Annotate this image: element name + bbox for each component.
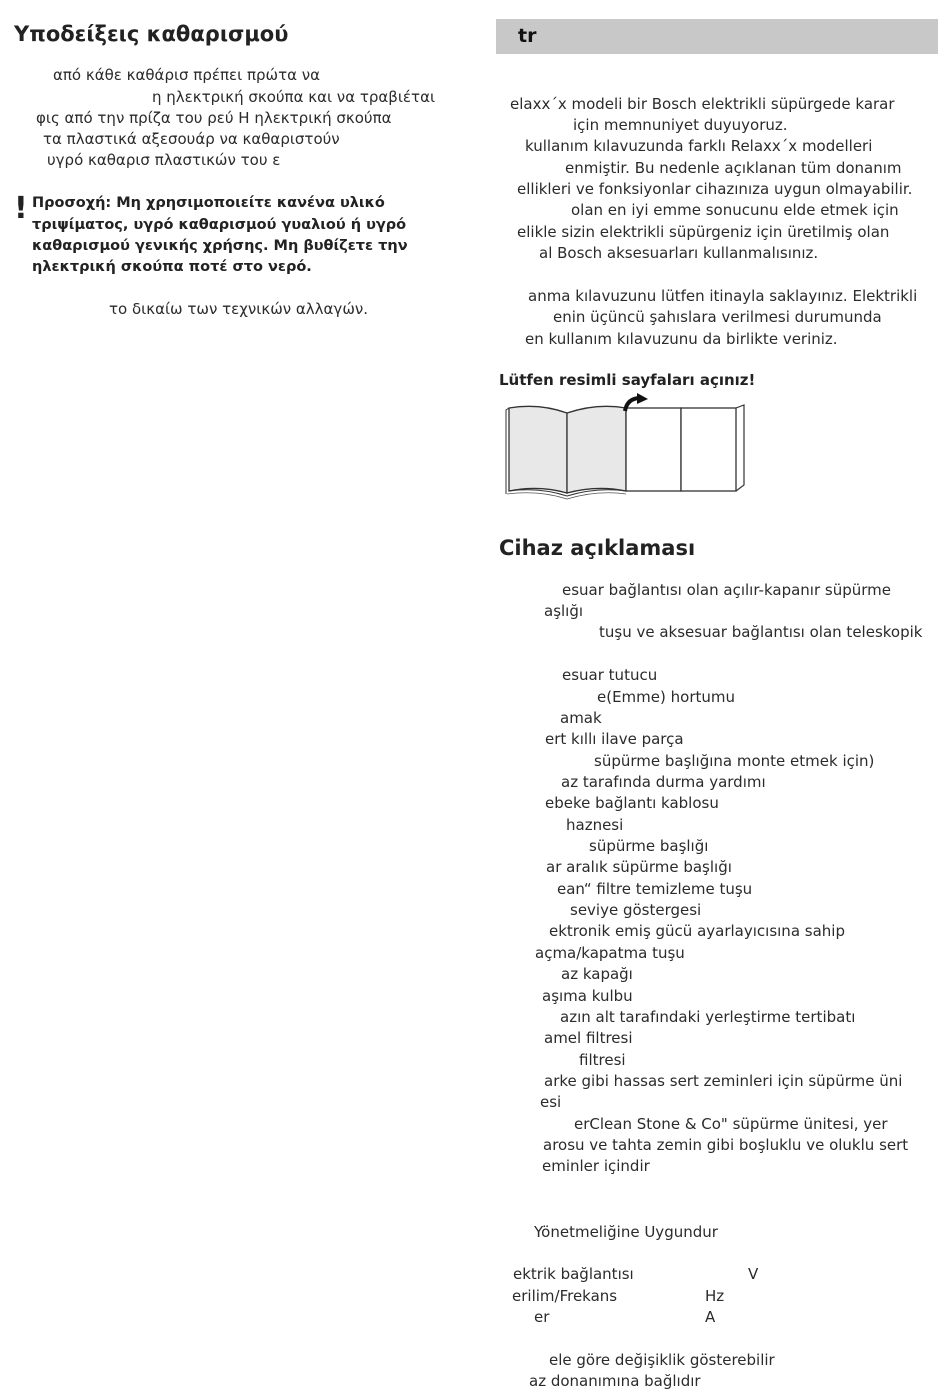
warning-text-line: Προσοχή: Μη χρησιμοποιείτε κανένα υλικό — [32, 195, 385, 211]
device-part-line: ebeke bağlantı kablosu — [545, 794, 719, 812]
device-part-line: arosu ve tahta zemin gibi boşluklu ve oluklu sert — [543, 1136, 909, 1154]
intro-text-line: elaxx´x modeli bir Bosch elektrikli süpürgede karar — [510, 95, 895, 113]
open-booklet-illustration — [499, 393, 754, 500]
device-part-line: erClean Stone & Co" süpürme ünitesi, yer — [574, 1115, 888, 1133]
intro-text-line: kullanım kılavuzunda farklı Relaxx´x modelleri — [525, 137, 873, 155]
device-part-line: süpürme başlığı — [589, 837, 709, 855]
technical-changes-note: το δικαίω των τεχνικών αλλαγών. — [109, 300, 369, 318]
warning-icon: ! — [14, 191, 28, 226]
device-part-line: seviye göstergesi — [570, 901, 702, 919]
cleaning-text-line: από κάθε καθάρισ πρέπει πρώτα να — [53, 66, 321, 84]
section-heading-device: Cihaz açıklaması — [499, 536, 696, 560]
keep-manual-line: en kullanım kılavuzunu da birlikte veriniz. — [525, 330, 838, 348]
foldout-page — [681, 408, 736, 491]
open-pages-instruction: Lütfen resimli sayfaları açınız! — [499, 371, 756, 389]
device-part-line: ektronik emiş gücü ayarlayıcısına sahip — [549, 922, 845, 940]
spec-unit: A — [705, 1308, 716, 1326]
device-part-line: tuşu ve aksesuar bağlantısı olan teleskopik — [599, 623, 923, 641]
device-part-line: e(Emme) hortumu — [597, 688, 735, 706]
intro-text-line: için memnuniyet duyuyoruz. — [573, 116, 788, 134]
device-part-line: esuar tutucu — [562, 666, 658, 684]
conformity-note: Yönetmeliğine Uygundur — [534, 1223, 718, 1241]
spec-label: ektrik bağlantısı — [513, 1265, 634, 1283]
keep-manual-line: enin üçüncü şahıslara verilmesi durumunda — [553, 308, 882, 326]
intro-text-line: olan en iyi emme sonucunu elde etmek için — [571, 201, 899, 219]
device-part-line: esi — [540, 1093, 562, 1111]
cleaning-text-line: υγρό καθαρισ πλαστικών του ε — [47, 151, 281, 169]
device-part-line: aşıma kulbu — [542, 987, 633, 1005]
spec-unit: V — [748, 1265, 759, 1283]
device-part-line: amel filtresi — [544, 1029, 633, 1047]
device-part-line: filtresi — [579, 1051, 626, 1069]
warning-text-line: καθαρισμού γενικής χρήσης. Μη βυθίζετε την — [32, 238, 408, 254]
device-part-line: açma/kapatma tuşu — [535, 944, 685, 962]
warning-text-line: ηλεκτρική σκούπα ποτέ στο νερό. — [32, 259, 312, 275]
spec-label: erilim/Frekans — [512, 1287, 618, 1305]
intro-text-line: al Bosch aksesuarları kullanmalısınız. — [539, 244, 819, 262]
device-part-line: esuar bağlantısı olan açılır-kapanır süpürme — [562, 581, 891, 599]
keep-manual-line: anma kılavuzunu lütfen itinayla saklayınız. Elektrikli — [528, 287, 918, 305]
foldout-page — [626, 408, 681, 491]
device-part-line: eminler içindir — [542, 1157, 650, 1175]
footer-note-line: az donanımına bağlıdır — [529, 1372, 701, 1390]
device-part-line: ert kıllı ilave parça — [545, 730, 684, 748]
device-part-line: arke gibi hassas sert zeminleri için süpürme üni — [544, 1072, 903, 1090]
intro-text-line: enmiştir. Bu nedenle açıklanan tüm donanım — [565, 159, 902, 177]
intro-text-line: ellikleri ve fonksiyonlar cihazınıza uygun olmayabilir. — [517, 180, 913, 198]
section-heading-cleaning: Υποδείξεις καθαρισμού — [14, 22, 289, 46]
device-part-line: amak — [560, 709, 602, 727]
intro-text-line: elikle sizin elektrikli süpürgeniz için üretilmiş olan — [517, 223, 890, 241]
language-code: tr — [518, 25, 537, 47]
device-part-line: ar aralık süpürme başlığı — [546, 858, 732, 876]
device-part-line: az tarafında durma yardımı — [561, 773, 766, 791]
cleaning-text-line: η ηλεκτρική σκούπα και να τραβιέται — [152, 88, 436, 106]
device-part-line: haznesi — [566, 816, 624, 834]
cleaning-text-line: τα πλαστικά αξεσουάρ να καθαριστούν — [43, 130, 340, 148]
device-part-line: az kapağı — [561, 965, 633, 983]
language-header-bar — [496, 19, 938, 54]
spec-unit: Hz — [705, 1287, 725, 1305]
warning-text-line: τριψίματος, υγρό καθαρισμού γυαλιού ή υγρό — [32, 217, 407, 233]
cleaning-text-line: φις από την πρίζα του ρεύ Η ηλεκτρική σκούπα — [36, 109, 392, 127]
device-part-line: süpürme başlığına monte etmek için) — [594, 752, 875, 770]
footer-note-line: ele göre değişiklik gösterebilir — [549, 1351, 775, 1369]
spec-label: er — [534, 1308, 550, 1326]
device-part-line: aşlığı — [544, 602, 584, 620]
device-part-line: azın alt tarafındaki yerleştirme tertibatı — [560, 1008, 856, 1026]
device-part-line: ean“ filtre temizleme tuşu — [557, 880, 753, 898]
